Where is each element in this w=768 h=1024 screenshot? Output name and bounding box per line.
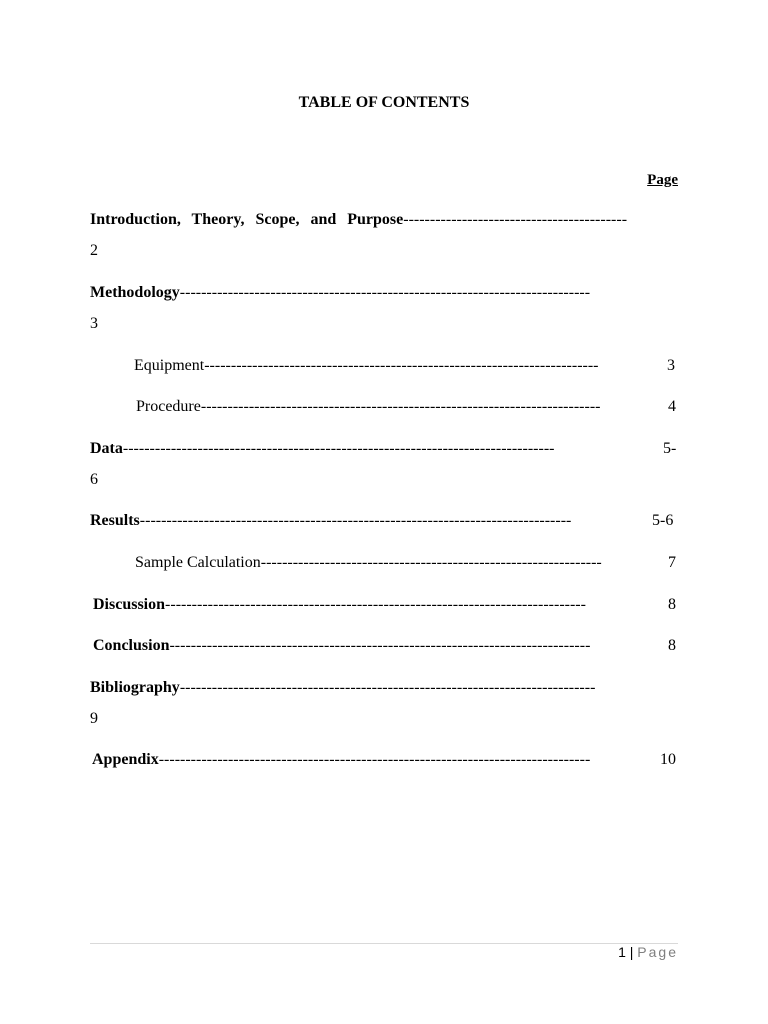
toc-entry-introduction[interactable] <box>90 210 627 230</box>
toc-entry-page: 5-6 <box>652 512 674 529</box>
toc-entry-conclusion[interactable] <box>93 636 590 656</box>
toc-entry-page: 5- <box>663 440 677 457</box>
footer-page-word: Page <box>637 944 678 960</box>
toc-entry-page: 7 <box>668 554 676 571</box>
footer-separator: | <box>625 944 638 960</box>
toc-entry-appendix[interactable] <box>92 750 590 770</box>
toc-entry-leader: ------------------------------------------------------------------------------ <box>179 679 596 696</box>
toc-entry-page-continued: 6 <box>90 471 98 488</box>
toc-entry-page: 8 <box>668 637 676 654</box>
toc-entry-equipment[interactable] <box>134 356 599 376</box>
toc-entry-label: Appendix <box>92 751 159 768</box>
toc-entry-label: Procedure <box>136 398 201 415</box>
toc-entry-procedure[interactable] <box>136 397 600 417</box>
toc-entry-results[interactable] <box>90 511 571 531</box>
toc-entry-label: Data <box>90 440 123 457</box>
toc-entry-label: Sample Calculation <box>135 554 261 571</box>
toc-entry-label: Methodology <box>90 284 180 301</box>
toc-entry-page: 3 <box>667 357 675 374</box>
toc-entry-discussion[interactable] <box>93 595 586 615</box>
toc-entry-leader: ------------------------------------------------------------------------------- <box>169 637 591 654</box>
toc-entry-label: Introduction, Theory, Scope, and Purpose <box>90 211 404 228</box>
toc-entry-sample-calculation[interactable] <box>135 553 602 573</box>
toc-entry-page: 9 <box>90 710 98 727</box>
toc-entry-leader: --------------------------------------------------------------------------------- <box>122 440 555 457</box>
toc-entry-leader: ---------------------------------------------------------------- <box>260 554 602 571</box>
toc-entry-methodology[interactable] <box>90 283 590 303</box>
footer-page-number: 1 <box>618 944 626 960</box>
toc-entry-label: Equipment <box>134 357 205 374</box>
toc-entry-leader: -------------------------------------------------------------------------- <box>204 357 599 374</box>
toc-entry-leader: ------------------------------------------------------------------------------- <box>165 596 586 613</box>
document-title: TABLE OF CONTENTS <box>298 94 470 111</box>
toc-entry-page: 10 <box>660 751 676 768</box>
toc-entry-leader: ----------------------------------------------------------------------------- <box>179 284 591 301</box>
toc-entry-label: Conclusion <box>93 637 170 654</box>
footer-divider <box>90 943 678 944</box>
toc-entry-label: Bibliography <box>90 679 180 696</box>
page-footer <box>618 944 678 960</box>
toc-entry-label: Results <box>90 512 140 529</box>
toc-entry-leader: ------------------------------------------ <box>403 211 628 228</box>
toc-entry-label: Discussion <box>93 596 166 613</box>
page-column-header: Page <box>647 172 678 188</box>
toc-entry-page: 4 <box>668 398 676 415</box>
toc-entry-leader: --------------------------------------------------------------------------------- <box>139 512 572 529</box>
toc-entry-page: 2 <box>90 242 98 259</box>
toc-entry-leader: --------------------------------------------------------------------------- <box>200 398 601 415</box>
toc-entry-data[interactable] <box>90 439 554 459</box>
toc-entry-leader: --------------------------------------------------------------------------------- <box>158 751 591 768</box>
toc-entry-page: 8 <box>668 596 676 613</box>
toc-entry-page: 3 <box>90 315 98 332</box>
toc-entry-bibliography[interactable] <box>90 678 595 698</box>
